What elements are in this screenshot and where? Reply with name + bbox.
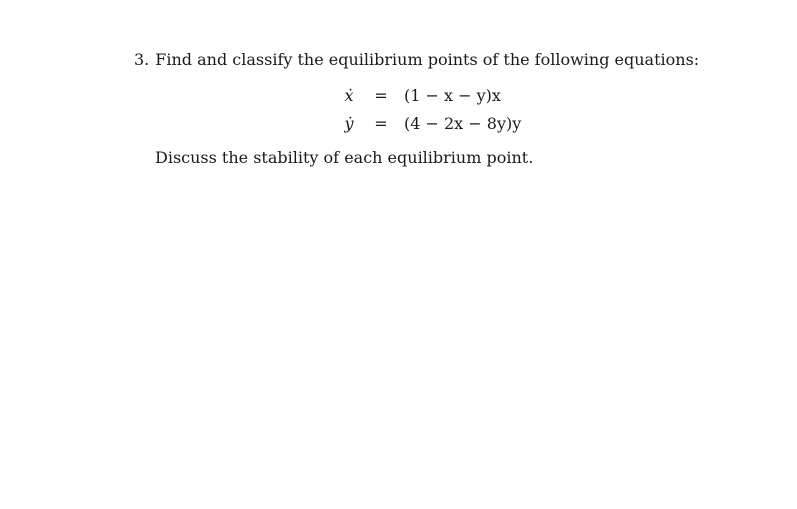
problem-3 [134, 48, 754, 167]
equation-row-x [340, 86, 521, 114]
problem-number: 3. [134, 50, 150, 69]
problem-heading [134, 48, 754, 72]
equation-lhs: ẏ [344, 114, 354, 133]
equation-system [340, 86, 521, 142]
equation-row-y [340, 114, 521, 142]
equation-rhs: (1 − x − y)x [404, 86, 501, 105]
equals-sign: = [374, 114, 388, 133]
equation-lhs: ẋ [344, 86, 354, 105]
problem-statement: Find and classify the equilibrium points of the following equations: [155, 50, 700, 69]
equals-sign: = [374, 86, 388, 105]
equation-rhs: (4 − 2x − 8y)y [404, 114, 522, 133]
discussion-prompt: Discuss the stability of each equilibrium point. [155, 148, 534, 167]
